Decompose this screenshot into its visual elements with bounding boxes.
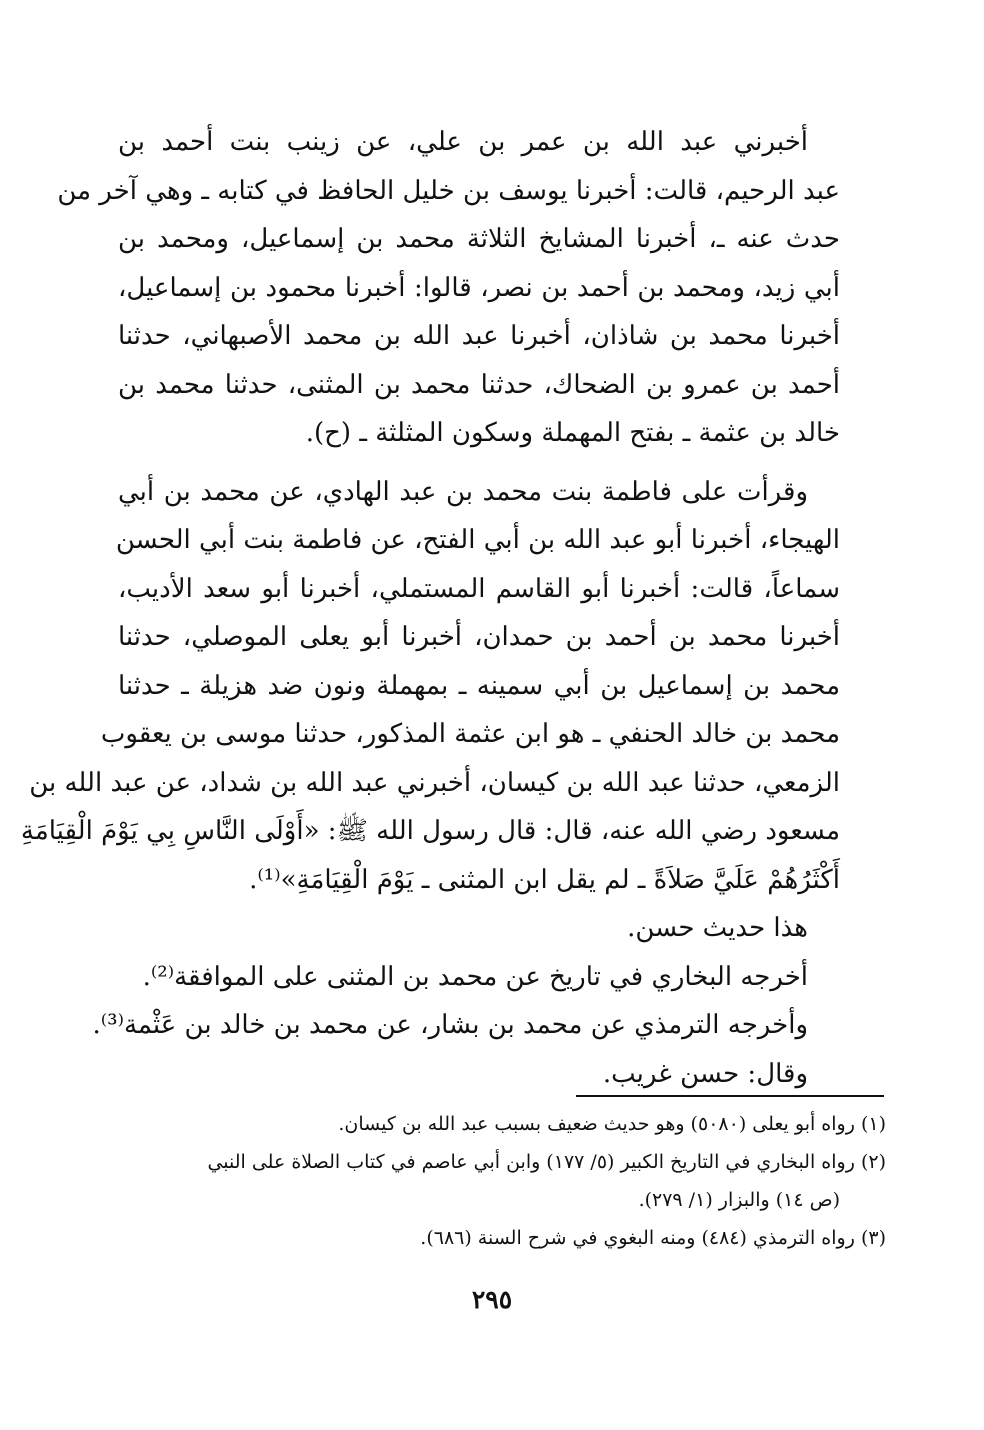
- text-line: مسعود رضي الله عنه، قال: قال رسول الله ﷺ: «أَوْلَى النَّاسِ بِي يَوْمَ الْقِيَامَةِ: [20, 816, 840, 846]
- text-line: أخبرنا محمد بن شاذان، أخبرنا عبد الله بن محمد الأصبهاني، حدثنا: [118, 321, 840, 351]
- main-text: [20, 118, 840, 1098]
- footnote-2-continuation: (ص ١٤) والبزار (١/ ٢٧٩).: [638, 1189, 840, 1211]
- verdict-line: هذا حديث حسن.: [627, 913, 808, 943]
- text-line: أخبرنا محمد بن أحمد بن حمدان، أخبرنا أبو يعلى الموصلي، حدثنا: [118, 622, 840, 652]
- text-line: سماعاً، قالت: أخبرنا أبو القاسم المستملي، أخبرنا أبو سعد الأديب،: [118, 573, 840, 604]
- footnote-number: (٢): [860, 1151, 886, 1173]
- footnote-text: رواه البخاري في التاريخ الكبير (٥/ ١٧٧) وابن أبي عاصم في كتاب الصلاة على النبي: [207, 1151, 855, 1173]
- footnote-divider: [576, 1095, 884, 1097]
- footnote-text: رواه الترمذي (٤٨٤) ومنه البغوي في شرح السنة (٦٨٦).: [420, 1227, 855, 1249]
- text-line: الهيجاء، أخبرنا أبو عبد الله بن أبي الفتح، عن فاطمة بنت أبي الحسن: [115, 525, 840, 555]
- paragraph-1: [57, 118, 840, 458]
- footnote-number: (٣): [860, 1227, 886, 1249]
- text-line: حدث عنه ـ، أخبرنا المشايخ الثلاثة محمد بن إسماعيل، ومحمد بن: [118, 224, 840, 254]
- text-line: محمد بن خالد الحنفي ـ هو ابن عثمة المذكور، حدثنا موسى بن يعقوب: [100, 719, 840, 749]
- text-line: أخبرني عبد الله بن عمر بن علي، عن زينب بنت أحمد بن: [118, 127, 808, 157]
- paragraph-gap: [118, 458, 840, 468]
- text-line: عبد الرحيم، قالت: أخبرنا يوسف بن خليل الحافظ في كتابه ـ وهي آخر من: [57, 175, 840, 206]
- text-line: وقرأت على فاطمة بنت محمد بن عبد الهادي، عن محمد بن أبي: [118, 476, 808, 507]
- footnote-3: [100, 1219, 886, 1257]
- bukhari-line: أخرجه البخاري في تاريخ عن محمد بن المثنى على الموافقة⁽²⁾.: [142, 961, 808, 992]
- footnotes: [100, 1105, 886, 1257]
- text-line: أَكْثَرُهُمْ عَلَيَّ صَلاَةً ـ لم يقل ابن المثنى ـ يَوْمَ الْقِيَامَةِ»⁽¹⁾.: [249, 864, 840, 895]
- text-line: الزمعي، حدثنا عبد الله بن كيسان، أخبرني عبد الله بن شداد، عن عبد الله بن: [29, 767, 840, 798]
- footnote-1: [100, 1105, 886, 1143]
- paragraph-2: [20, 468, 840, 905]
- text-line: أبي زيد، ومحمد بن أحمد بن نصر، قالوا: أخبرنا محمود بن إسماعيل،: [118, 272, 840, 303]
- text-line: خالد بن عثمة ـ بفتح المهملة وسكون المثلثة ـ (ح).: [305, 418, 840, 448]
- text-line: أحمد بن عمرو بن الضحاك، حدثنا محمد بن المثنى، حدثنا محمد بن: [118, 369, 840, 400]
- closing-line: وقال: حسن غريب.: [602, 1058, 808, 1089]
- tirmidhi-line: وأخرجه الترمذي عن محمد بن بشار، عن محمد بن خالد بن عَثْمة⁽³⁾.: [92, 1010, 808, 1040]
- page-number: ٢٩٥: [471, 1285, 513, 1314]
- footnote-2: [100, 1143, 886, 1181]
- text-line: محمد بن إسماعيل بن أبي سمينه ـ بمهملة ونون ضد هزيلة ـ حدثنا: [118, 670, 840, 701]
- footnote-text: رواه أبو يعلى (٥٠٨٠) وهو حديث ضعيف بسبب عبد الله بن كيسان.: [338, 1113, 855, 1135]
- footnote-number: (١): [860, 1113, 886, 1135]
